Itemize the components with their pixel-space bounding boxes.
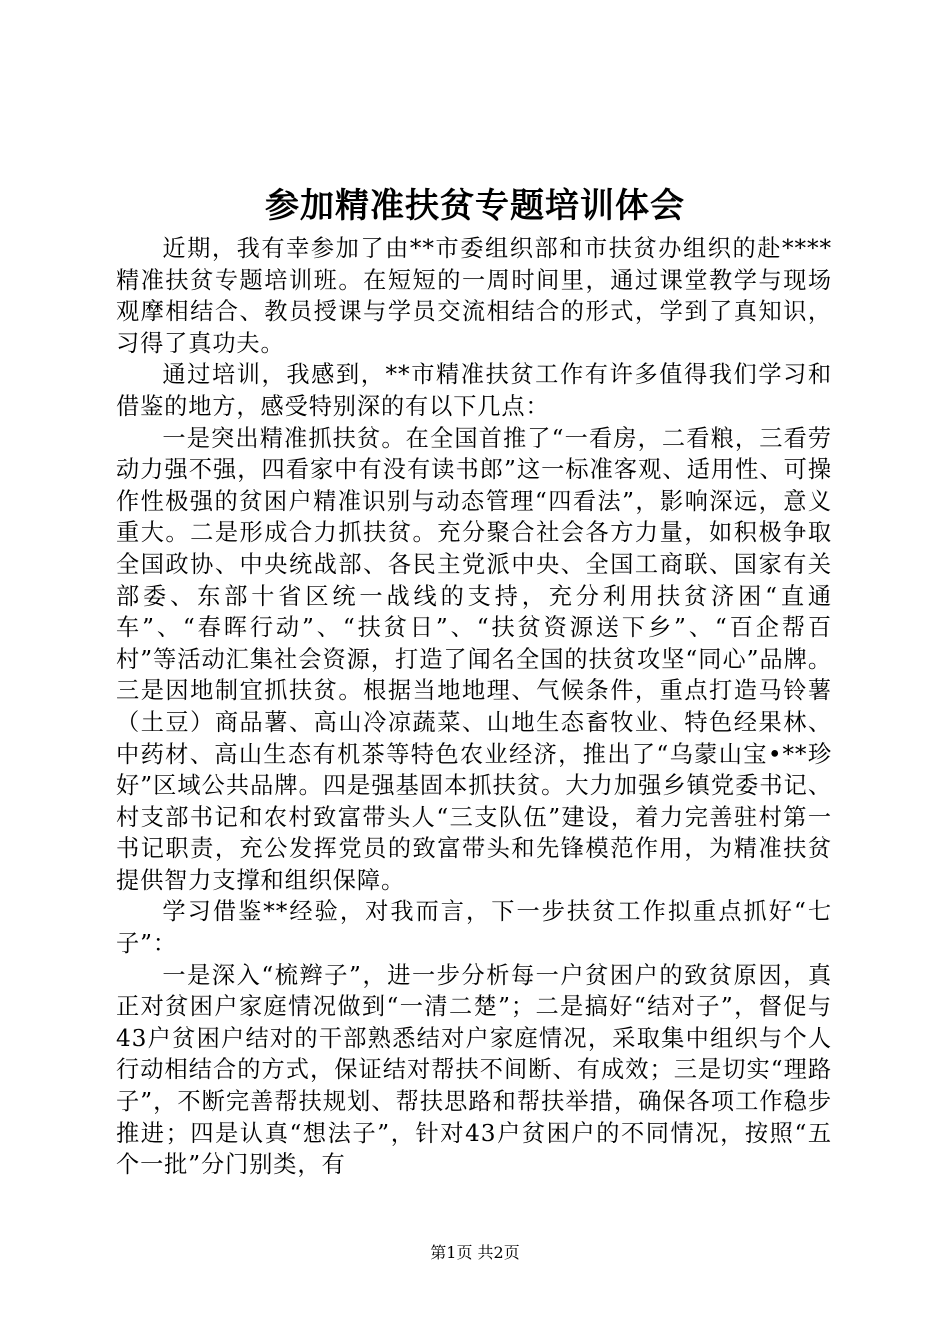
paragraph-intro: 近期，我有幸参加了由**市委组织部和市扶贫办组织的赴****精准扶贫专题培训班。在短短的一周时间里，通过课堂教学与现场观摩相结合、教员授课与学员交流相结合的形式，学到了真知识，习得了真功夫。 [116,235,832,357]
paragraph-seven-tasks-intro: 学习借鉴**经验，对我而言，下一步扶贫工作拟重点抓好“七子”： [116,898,832,958]
document-body [116,233,832,1181]
paragraph-seven-tasks: 一是深入“梳辫子”，进一步分析每一户贫困户的致贫原因，真正对贫困户家庭情况做到“一清二楚”；二是搞好“结对子”，督促与43户贫困户结对的干部熟悉结对户家庭情况，采取集中组织与个人行动相结合的方式，保证结对帮扶不间断、有成效；三是切实“理路子”，不断完善帮扶规划、帮扶思路和帮扶举措，确保各项工作稳步推进；四是认真“想法子”，针对43户贫困户的不同情况，按照“五个一批”分门别类，有 [116,961,832,1179]
paragraph-key-points: 一是突出精准抓扶贫。在全国首推了“一看房，二看粮，三看劳动力强不强，四看家中有没有读书郎”这一标准客观、适用性、可操作性极强的贫困户精准识别与动态管理“四看法”，影响深远，意义重大。二是形成合力抓扶贫。充分聚合社会各方力量，如积极争取全国政协、中央统战部、各民主党派中央、全国工商联、国家有关部委、东部十省区统一战线的支持，充分利用扶贫济困“直通车”、“春晖行动”、“扶贫日”、“扶贫资源送下乡”、“百企帮百村”等活动汇集社会资源，打造了闻名全国的扶贫攻坚“同心”品牌。三是因地制宜抓扶贫。根据当地地理、气候条件，重点打造马铃薯（土豆）商品薯、高山冷凉蔬菜、山地生态畜牧业、特色经果林、中药材、高山生态有机茶等特色农业经济，推出了“乌蒙山宝•**珍好”区域公共品牌。四是强基固本抓扶贫。大力加强乡镇党委书记、村支部书记和农村致富带头人“三支队伍”建设，着力完善驻村第一书记职责，充公发挥党员的致富带头和先锋模范作用，为精准扶贫提供智力支撑和组织保障。 [116,424,832,894]
document-title: 参加精准扶贫专题培训体会 [265,186,685,226]
paragraph-feelings: 通过培训，我感到，**市精准扶贫工作有许多值得我们学习和借鉴的地方，感受特别深的有以下几点： [116,361,832,420]
page-footer: 第1页 共2页 [430,1243,520,1262]
